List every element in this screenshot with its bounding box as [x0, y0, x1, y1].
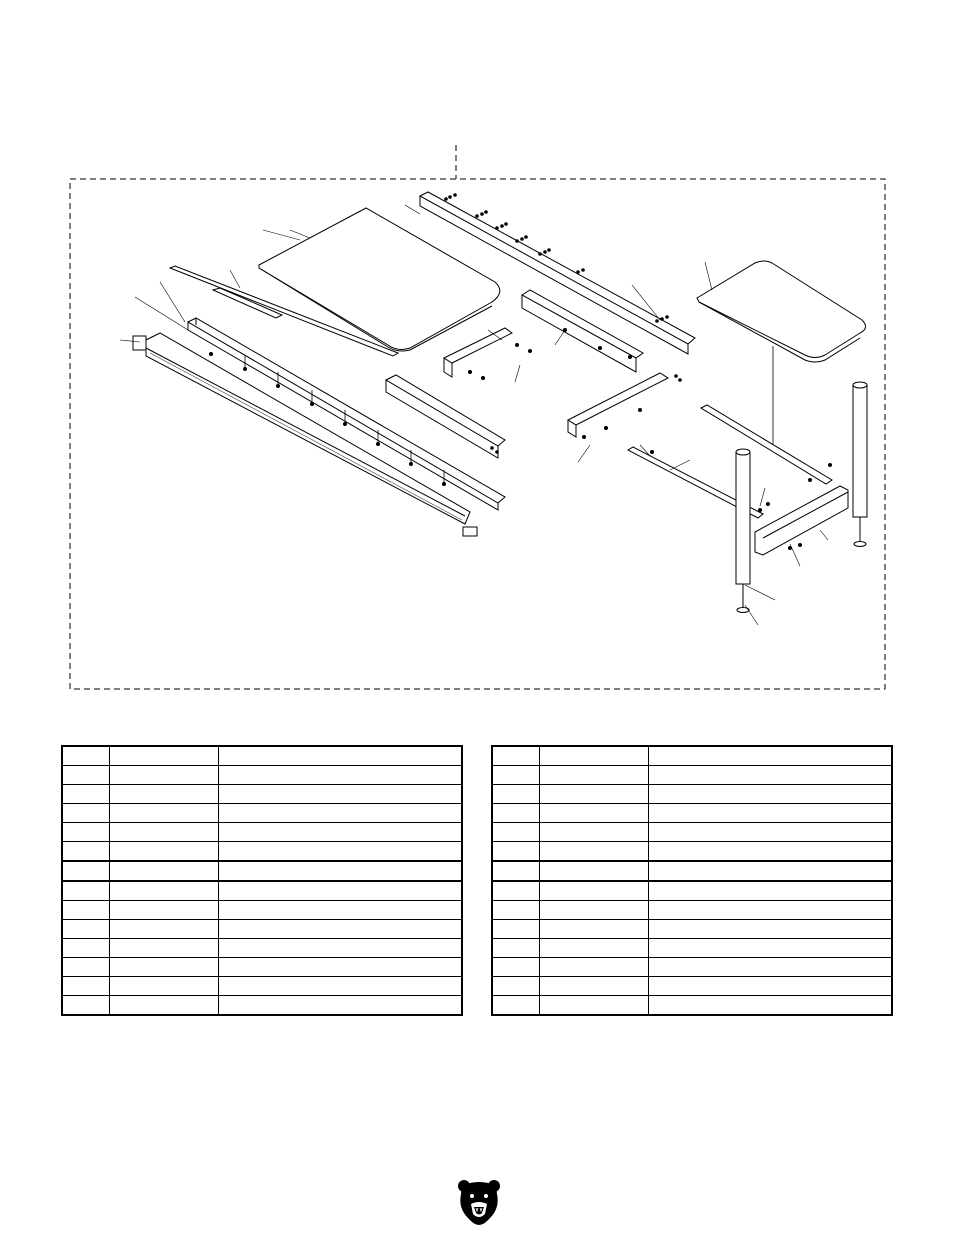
- leg-left: [736, 449, 750, 613]
- table-row: [62, 881, 462, 901]
- table-row: [492, 996, 892, 1016]
- table-row: [492, 823, 892, 842]
- table-row: [492, 958, 892, 977]
- table-row: [62, 939, 462, 958]
- table-row: [62, 842, 462, 862]
- table-row: [62, 958, 462, 977]
- table-row: [492, 861, 892, 881]
- table-row: [492, 804, 892, 823]
- table-row: [492, 901, 892, 920]
- table-row: [62, 804, 462, 823]
- parts-table-left: [61, 745, 463, 1016]
- table-row: [62, 823, 462, 842]
- front-rail-extrusion: [133, 333, 477, 536]
- table-row: [492, 920, 892, 939]
- table-row: [62, 785, 462, 804]
- leg-right: [853, 382, 867, 547]
- table-row: [492, 766, 892, 785]
- bear-head-logo-icon: [456, 1178, 502, 1226]
- parts-table-right: [491, 745, 893, 1016]
- table-row: [492, 746, 892, 766]
- table-row: [62, 977, 462, 996]
- table-row: [62, 920, 462, 939]
- table-row: [492, 842, 892, 862]
- table-row: [62, 901, 462, 920]
- table-row: [62, 861, 462, 881]
- table-board: [259, 208, 500, 351]
- table-row: [62, 746, 462, 766]
- extension-table-top: [697, 261, 866, 452]
- mid-bracket: [568, 373, 668, 437]
- table-row: [62, 996, 462, 1016]
- table-row: [492, 881, 892, 901]
- table-row: [492, 939, 892, 958]
- table-row: [62, 766, 462, 785]
- table-row: [492, 977, 892, 996]
- small-bracket: [444, 328, 512, 377]
- table-row: [492, 785, 892, 804]
